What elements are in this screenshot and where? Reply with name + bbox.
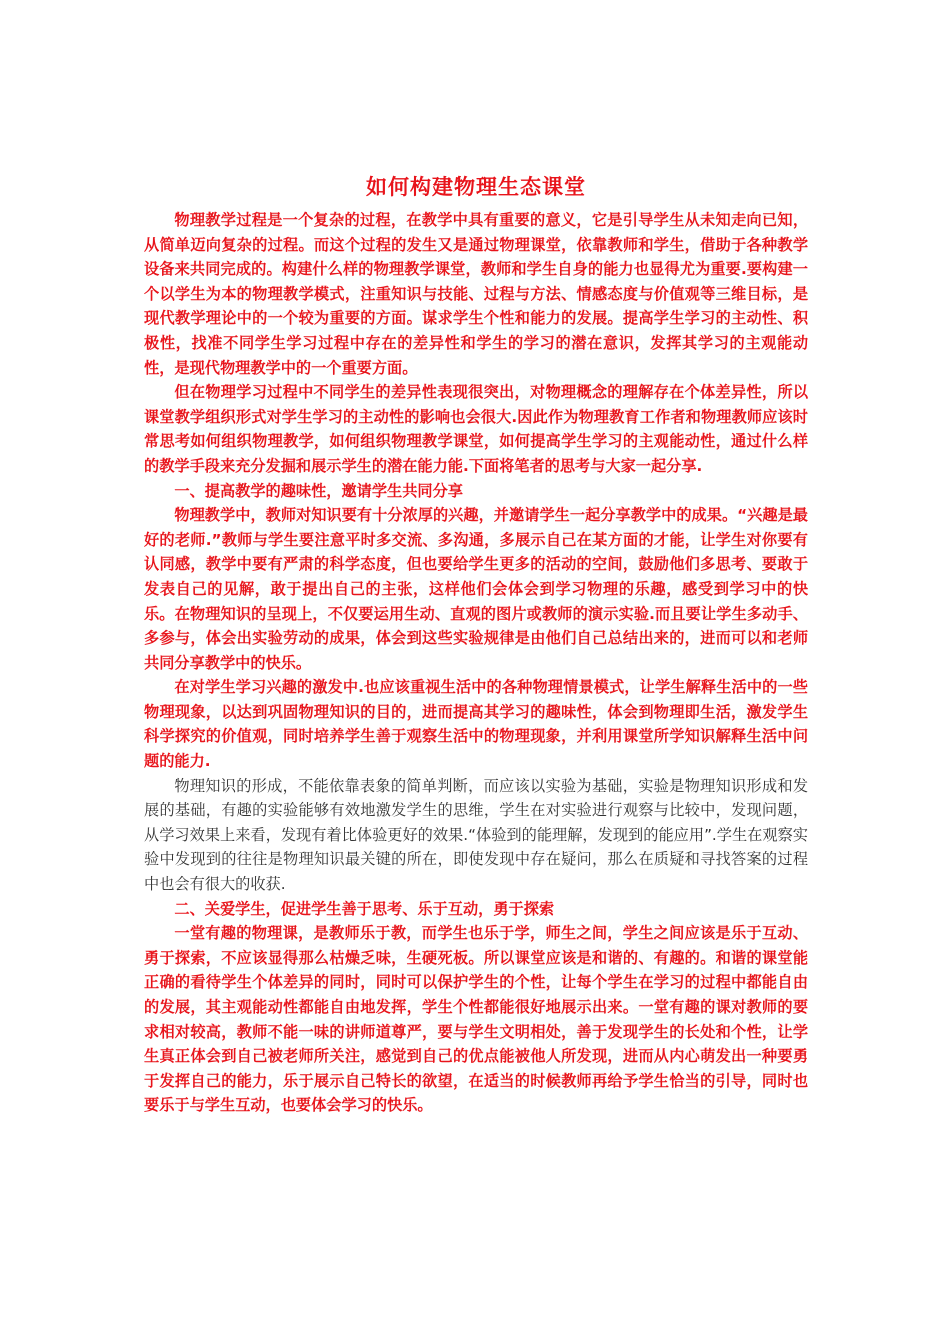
paragraph-life-situations: 在对学生学习兴趣的激发中.也应该重视生活中的各种物理情景模式，让学生解释生活中的一些物理现象，以达到巩固物理知识的目的，进而提高其学习的趣味性，体会到物理即生活，激发学生科学探究的价值观，同时培养学生善于观察生活中的物理现象，并利用课堂所学知识解释生活中问题的能力. [144,678,808,771]
paragraph-differences: 但在物理学习过程中不同学生的差异性表现很突出，对物理概念的理解存在个体差异性，所以课堂教学组织形式对学生学习的主动性的影响也会很大.因此作为物理教育工作者和物理教师应该时常思考如何组织物理教学，如何组织物理教学课堂，如何提高学生学习的主观能动性，通过什么样的教学手段来充分发掘和展示学生的潜在能力能.下面将笔者的思考与大家一起分享. [144,383,808,475]
section-heading-2: 二、关爱学生，促进学生善于思考、乐于互动，勇于探索 [174,899,555,918]
paragraph-interactive-class: 一堂有趣的物理课，是教师乐于教，而学生也乐于学，师生之间，学生之间应该是乐于互动、勇于探索，不应该显得那么枯燥乏味，生硬死板。所以课堂应该是和谐的、有趣的。和谐的课堂能正确的看待学生个体差异的同时，同时可以保护学生的个性，让每个学生在学习的过程中都能自由的发展，其主观能动性都能自由地发挥，学生个性都能很好地展示出来。一堂有趣的课对教师的要求相对较高，教师不能一味的讲师道尊严，要与学生文明相处，善于发现学生的长处和个性，让学生真正体会到自己被老师所关注，感觉到自己的优点能被他人所发现，进而从内心萌发出一种要勇于发挥自己的能力，乐于展示自己特长的欲望，在适当的时候教师再给予学生恰当的引导，同时也要乐于与学生互动，也要体会学习的快乐。 [144,924,808,1115]
document-page [144,170,808,1118]
section-heading-1: 一、提高教学的趣味性，邀请学生共同分享 [174,481,463,500]
paragraph-interest: 物理教学中，教师对知识要有十分浓厚的兴趣，并邀请学生一起分享教学中的成果。“兴趣是最好的老师.”教师与学生要注意平时多交流、多沟通，多展示自己在某方面的才能，让学生对你要有认同感，教学中要有严肃的科学态度，但也要给学生更多的活动的空间，鼓励他们多思考、要敢于发表自己的见解，敢于提出自己的主张，这样他们会体会到学习物理的乐趣，感受到学习中的快乐。在物理知识的呈现上，不仅要运用生动、直观的图片或教师的演示实验.而且要让学生多动手、多参与，体会出实验劳动的成果，体会到这些实验规律是由他们自己总结出来的，进而可以和老师共同分享教学中的快乐。 [144,506,808,672]
paragraph-intro: 物理教学过程是一个复杂的过程，在教学中具有重要的意义，它是引导学生从未知走向已知，从简单迈向复杂的过程。而这个过程的发生又是通过物理课堂，依靠教师和学生，借助于各种教学设备来共同完成的。构建什么样的物理教学课堂，教师和学生自身的能力也显得尤为重要.要构建一个以学生为本的物理教学模式，注重知识与技能、过程与方法、情感态度与价值观等三维目标，是现代教学理论中的一个较为重要的方面。谋求学生个性和能力的发展。提高学生学习的主动性、积极性，找准不同学生学习过程中存在的差异性和学生的学习的潜在意识，发挥其学习的主观能动性，是现代物理教学中的一个重要方面。 [144,211,808,377]
document-title: 如何构建物理生态课堂 [366,175,586,199]
paragraph-experiments: 物理知识的形成，不能依靠表象的简单判断，而应该以实验为基础，实验是物理知识形成和发展的基础，有趣的实验能够有效地激发学生的思维，学生在对实验进行观察与比较中，发现问题，从学习效果上来看，发现有着比体验更好的效果.“体验到的能理解，发现到的能应用”.学生在观察实验中发现到的往往是物理知识最关键的所在，即使发现中存在疑问，那么在质疑和寻找答案的过程中也会有很大的收获. [144,776,808,894]
